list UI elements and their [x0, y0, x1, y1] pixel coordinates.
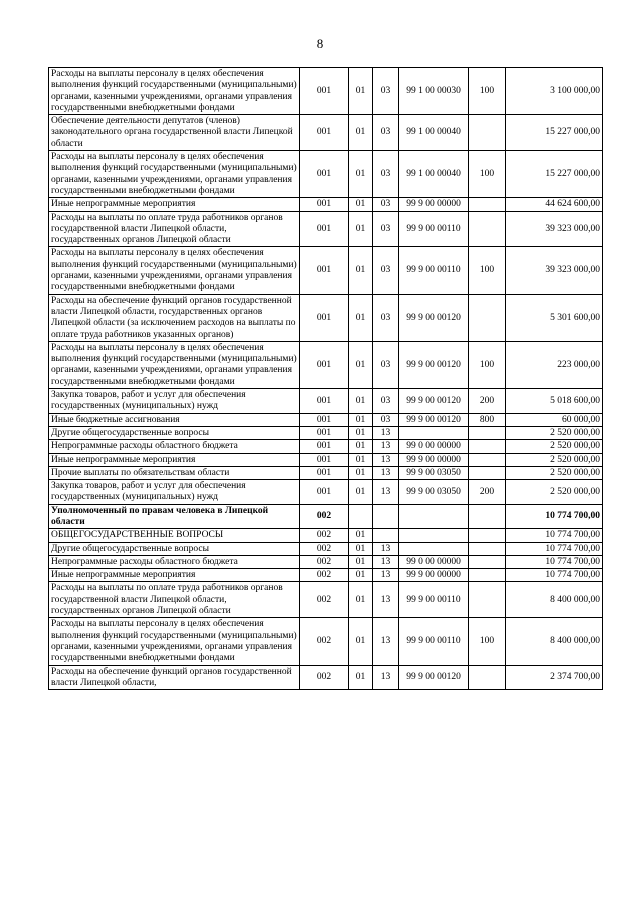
row-type-cell	[469, 466, 506, 479]
row-name-cell: Расходы на выплаты персоналу в целях обеспечения выполнения функций государственными (муниципальными) органами, казенными учреждениями, органами управления государственными внебюджетными фондами	[49, 341, 300, 388]
row-subsection-cell	[373, 529, 399, 542]
row-subsection-cell: 03	[373, 247, 399, 294]
row-amount-cell: 5 018 600,00	[506, 389, 603, 414]
row-code-cell: 001	[300, 413, 349, 426]
table-row	[49, 542, 603, 555]
table-row	[49, 665, 603, 690]
row-code-cell: 001	[300, 211, 349, 247]
row-amount-cell: 60 000,00	[506, 413, 603, 426]
row-type-cell: 100	[469, 247, 506, 294]
row-subsection-cell: 03	[373, 341, 399, 388]
row-subsection-cell: 03	[373, 115, 399, 151]
row-article-cell: 99 9 00 00120	[399, 341, 469, 388]
row-code-cell: 001	[300, 453, 349, 466]
row-subsection-cell: 13	[373, 466, 399, 479]
row-name-cell: Расходы на выплаты по оплате труда работников органов государственной власти Липецкой области, государственных органов Липецкой области	[49, 582, 300, 618]
row-name-cell: Расходы на выплаты по оплате труда работников органов государственной власти Липецкой области, государственных органов Липецкой области	[49, 211, 300, 247]
table-row	[49, 294, 603, 341]
row-article-cell	[399, 504, 469, 529]
row-name-cell: Непрограммные расходы областного бюджета	[49, 555, 300, 568]
row-name-cell: Расходы на обеспечение функций органов государственной власти Липецкой области,	[49, 665, 300, 690]
row-type-cell: 200	[469, 480, 506, 505]
row-name-cell: Обеспечение деятельности депутатов (членов) законодательного органа государственной власти Липецкой области	[49, 115, 300, 151]
row-name-cell: Закупка товаров, работ и услуг для обеспечения государственных (муниципальных) нужд	[49, 389, 300, 414]
row-section-cell: 01	[349, 440, 373, 453]
row-amount-cell: 3 100 000,00	[506, 68, 603, 115]
table-row	[49, 569, 603, 582]
row-article-cell: 99 1 00 00040	[399, 115, 469, 151]
row-article-cell: 99 9 00 00110	[399, 582, 469, 618]
row-amount-cell: 39 323 000,00	[506, 247, 603, 294]
row-amount-cell: 8 400 000,00	[506, 618, 603, 665]
table-row	[49, 440, 603, 453]
table-row	[49, 247, 603, 294]
row-subsection-cell: 13	[373, 555, 399, 568]
table-row	[49, 466, 603, 479]
row-name-cell: Расходы на выплаты персоналу в целях обеспечения выполнения функций государственными (муниципальными) органами, казенными учреждениями, органами управления государственными внебюджетными фондами	[49, 68, 300, 115]
row-amount-cell: 8 400 000,00	[506, 582, 603, 618]
table-row	[49, 115, 603, 151]
row-amount-cell: 10 774 700,00	[506, 555, 603, 568]
row-amount-cell: 15 227 000,00	[506, 151, 603, 198]
table-row	[49, 426, 603, 439]
row-code-cell: 001	[300, 480, 349, 505]
row-section-cell	[349, 504, 373, 529]
row-type-cell	[469, 529, 506, 542]
row-name-cell: Расходы на выплаты персоналу в целях обеспечения выполнения функций государственными (муниципальными) органами, казенными учреждениями, органами управления государственными внебюджетными фондами	[49, 618, 300, 665]
row-subsection-cell: 13	[373, 665, 399, 690]
row-type-cell	[469, 504, 506, 529]
row-section-cell: 01	[349, 151, 373, 198]
row-name-cell: Непрограммные расходы областного бюджета	[49, 440, 300, 453]
row-amount-cell: 223 000,00	[506, 341, 603, 388]
table-row	[49, 582, 603, 618]
row-amount-cell: 5 301 600,00	[506, 294, 603, 341]
row-section-cell: 01	[349, 294, 373, 341]
row-type-cell: 200	[469, 389, 506, 414]
row-article-cell: 99 9 00 00110	[399, 618, 469, 665]
row-subsection-cell	[373, 504, 399, 529]
row-article-cell: 99 9 00 03050	[399, 466, 469, 479]
row-name-cell: Уполномоченный по правам человека в Липецкой области	[49, 504, 300, 529]
row-subsection-cell: 03	[373, 198, 399, 211]
row-section-cell: 01	[349, 529, 373, 542]
row-code-cell: 001	[300, 151, 349, 198]
table-body	[49, 68, 603, 690]
row-subsection-cell: 03	[373, 389, 399, 414]
row-amount-cell: 44 624 600,00	[506, 198, 603, 211]
row-type-cell: 100	[469, 68, 506, 115]
row-subsection-cell: 13	[373, 618, 399, 665]
row-section-cell: 01	[349, 341, 373, 388]
row-name-cell: Закупка товаров, работ и услуг для обеспечения государственных (муниципальных) нужд	[49, 480, 300, 505]
row-code-cell: 001	[300, 389, 349, 414]
row-article-cell: 99 9 00 00120	[399, 294, 469, 341]
row-article-cell: 99 9 00 00120	[399, 665, 469, 690]
row-subsection-cell: 13	[373, 453, 399, 466]
row-type-cell	[469, 542, 506, 555]
row-section-cell: 01	[349, 466, 373, 479]
row-name-cell: Прочие выплаты по обязательствам области	[49, 466, 300, 479]
row-type-cell	[469, 555, 506, 568]
row-section-cell: 01	[349, 618, 373, 665]
row-subsection-cell: 03	[373, 413, 399, 426]
row-name-cell: Иные бюджетные ассигнования	[49, 413, 300, 426]
row-code-cell: 002	[300, 582, 349, 618]
row-article-cell	[399, 426, 469, 439]
row-amount-cell: 2 520 000,00	[506, 453, 603, 466]
row-subsection-cell: 13	[373, 440, 399, 453]
row-name-cell: Расходы на выплаты персоналу в целях обеспечения выполнения функций государственными (муниципальными) органами, казенными учреждениями, органами управления государственными внебюджетными фондами	[49, 151, 300, 198]
row-article-cell	[399, 529, 469, 542]
row-article-cell: 99 9 00 00000	[399, 453, 469, 466]
table-row	[49, 68, 603, 115]
budget-table	[48, 67, 603, 690]
row-section-cell: 01	[349, 569, 373, 582]
row-amount-cell: 10 774 700,00	[506, 542, 603, 555]
row-amount-cell: 2 520 000,00	[506, 466, 603, 479]
row-subsection-cell: 03	[373, 151, 399, 198]
row-amount-cell: 39 323 000,00	[506, 211, 603, 247]
row-article-cell	[399, 542, 469, 555]
row-article-cell: 99 9 00 00110	[399, 211, 469, 247]
row-section-cell: 01	[349, 453, 373, 466]
row-section-cell: 01	[349, 211, 373, 247]
row-subsection-cell: 13	[373, 569, 399, 582]
row-subsection-cell: 13	[373, 542, 399, 555]
row-section-cell: 01	[349, 413, 373, 426]
table-row	[49, 480, 603, 505]
row-code-cell: 001	[300, 440, 349, 453]
row-section-cell: 01	[349, 115, 373, 151]
table-row	[49, 198, 603, 211]
row-article-cell: 99 9 00 00120	[399, 389, 469, 414]
row-subsection-cell: 13	[373, 426, 399, 439]
row-code-cell: 002	[300, 504, 349, 529]
row-name-cell: Другие общегосударственные вопросы	[49, 542, 300, 555]
table-row	[49, 529, 603, 542]
row-type-cell	[469, 115, 506, 151]
row-code-cell: 002	[300, 542, 349, 555]
row-type-cell	[469, 665, 506, 690]
row-name-cell: Иные непрограммные мероприятия	[49, 453, 300, 466]
row-subsection-cell: 03	[373, 211, 399, 247]
page-number: 8	[316, 36, 324, 51]
row-article-cell: 99 9 00 00120	[399, 413, 469, 426]
row-code-cell: 002	[300, 665, 349, 690]
row-type-cell: 100	[469, 151, 506, 198]
row-code-cell: 001	[300, 466, 349, 479]
row-code-cell: 001	[300, 68, 349, 115]
row-type-cell	[469, 426, 506, 439]
row-code-cell: 002	[300, 529, 349, 542]
row-type-cell: 100	[469, 341, 506, 388]
row-article-cell: 99 0 00 00000	[399, 440, 469, 453]
row-code-cell: 001	[300, 426, 349, 439]
row-amount-cell: 15 227 000,00	[506, 115, 603, 151]
row-code-cell: 002	[300, 618, 349, 665]
table-row	[49, 413, 603, 426]
row-code-cell: 002	[300, 555, 349, 568]
row-amount-cell: 10 774 700,00	[506, 504, 603, 529]
row-name-cell: Иные непрограммные мероприятия	[49, 569, 300, 582]
row-type-cell	[469, 294, 506, 341]
table-row	[49, 151, 603, 198]
row-code-cell: 001	[300, 341, 349, 388]
row-code-cell: 001	[300, 198, 349, 211]
table-row	[49, 504, 603, 529]
row-article-cell: 99 9 00 00000	[399, 569, 469, 582]
row-type-cell	[469, 582, 506, 618]
table-row	[49, 453, 603, 466]
row-section-cell: 01	[349, 389, 373, 414]
row-article-cell: 99 9 00 00000	[399, 198, 469, 211]
row-subsection-cell: 03	[373, 294, 399, 341]
row-name-cell: Другие общегосударственные вопросы	[49, 426, 300, 439]
row-subsection-cell: 13	[373, 582, 399, 618]
table-row	[49, 211, 603, 247]
row-section-cell: 01	[349, 582, 373, 618]
row-section-cell: 01	[349, 480, 373, 505]
row-amount-cell: 10 774 700,00	[506, 529, 603, 542]
row-code-cell: 002	[300, 569, 349, 582]
row-article-cell: 99 1 00 00030	[399, 68, 469, 115]
row-section-cell: 01	[349, 665, 373, 690]
row-code-cell: 001	[300, 294, 349, 341]
table-row	[49, 618, 603, 665]
row-type-cell	[469, 569, 506, 582]
row-type-cell	[469, 211, 506, 247]
row-article-cell: 99 9 00 00110	[399, 247, 469, 294]
row-article-cell: 99 9 00 03050	[399, 480, 469, 505]
row-type-cell: 800	[469, 413, 506, 426]
row-code-cell: 001	[300, 247, 349, 294]
row-name-cell: Расходы на выплаты персоналу в целях обеспечения выполнения функций государственными (муниципальными) органами, казенными учреждениями, органами управления государственными внебюджетными фондами	[49, 247, 300, 294]
row-amount-cell: 2 520 000,00	[506, 440, 603, 453]
row-subsection-cell: 03	[373, 68, 399, 115]
row-section-cell: 01	[349, 555, 373, 568]
table-row	[49, 341, 603, 388]
row-amount-cell: 2 520 000,00	[506, 480, 603, 505]
row-subsection-cell: 13	[373, 480, 399, 505]
row-code-cell: 001	[300, 115, 349, 151]
row-section-cell: 01	[349, 68, 373, 115]
row-type-cell	[469, 453, 506, 466]
row-type-cell	[469, 440, 506, 453]
row-section-cell: 01	[349, 426, 373, 439]
table-row	[49, 555, 603, 568]
row-type-cell: 100	[469, 618, 506, 665]
row-article-cell: 99 1 00 00040	[399, 151, 469, 198]
table-row	[49, 389, 603, 414]
row-name-cell: ОБЩЕГОСУДАРСТВЕННЫЕ ВОПРОСЫ	[49, 529, 300, 542]
row-section-cell: 01	[349, 542, 373, 555]
row-amount-cell: 2 374 700,00	[506, 665, 603, 690]
row-amount-cell: 10 774 700,00	[506, 569, 603, 582]
row-section-cell: 01	[349, 247, 373, 294]
row-section-cell: 01	[349, 198, 373, 211]
row-name-cell: Расходы на обеспечение функций органов государственной власти Липецкой области, государственных органов Липецкой области (за исключением расходов на выплаты по оплате труда работников указанных органов)	[49, 294, 300, 341]
row-name-cell: Иные непрограммные мероприятия	[49, 198, 300, 211]
row-article-cell: 99 0 00 00000	[399, 555, 469, 568]
row-type-cell	[469, 198, 506, 211]
row-amount-cell: 2 520 000,00	[506, 426, 603, 439]
